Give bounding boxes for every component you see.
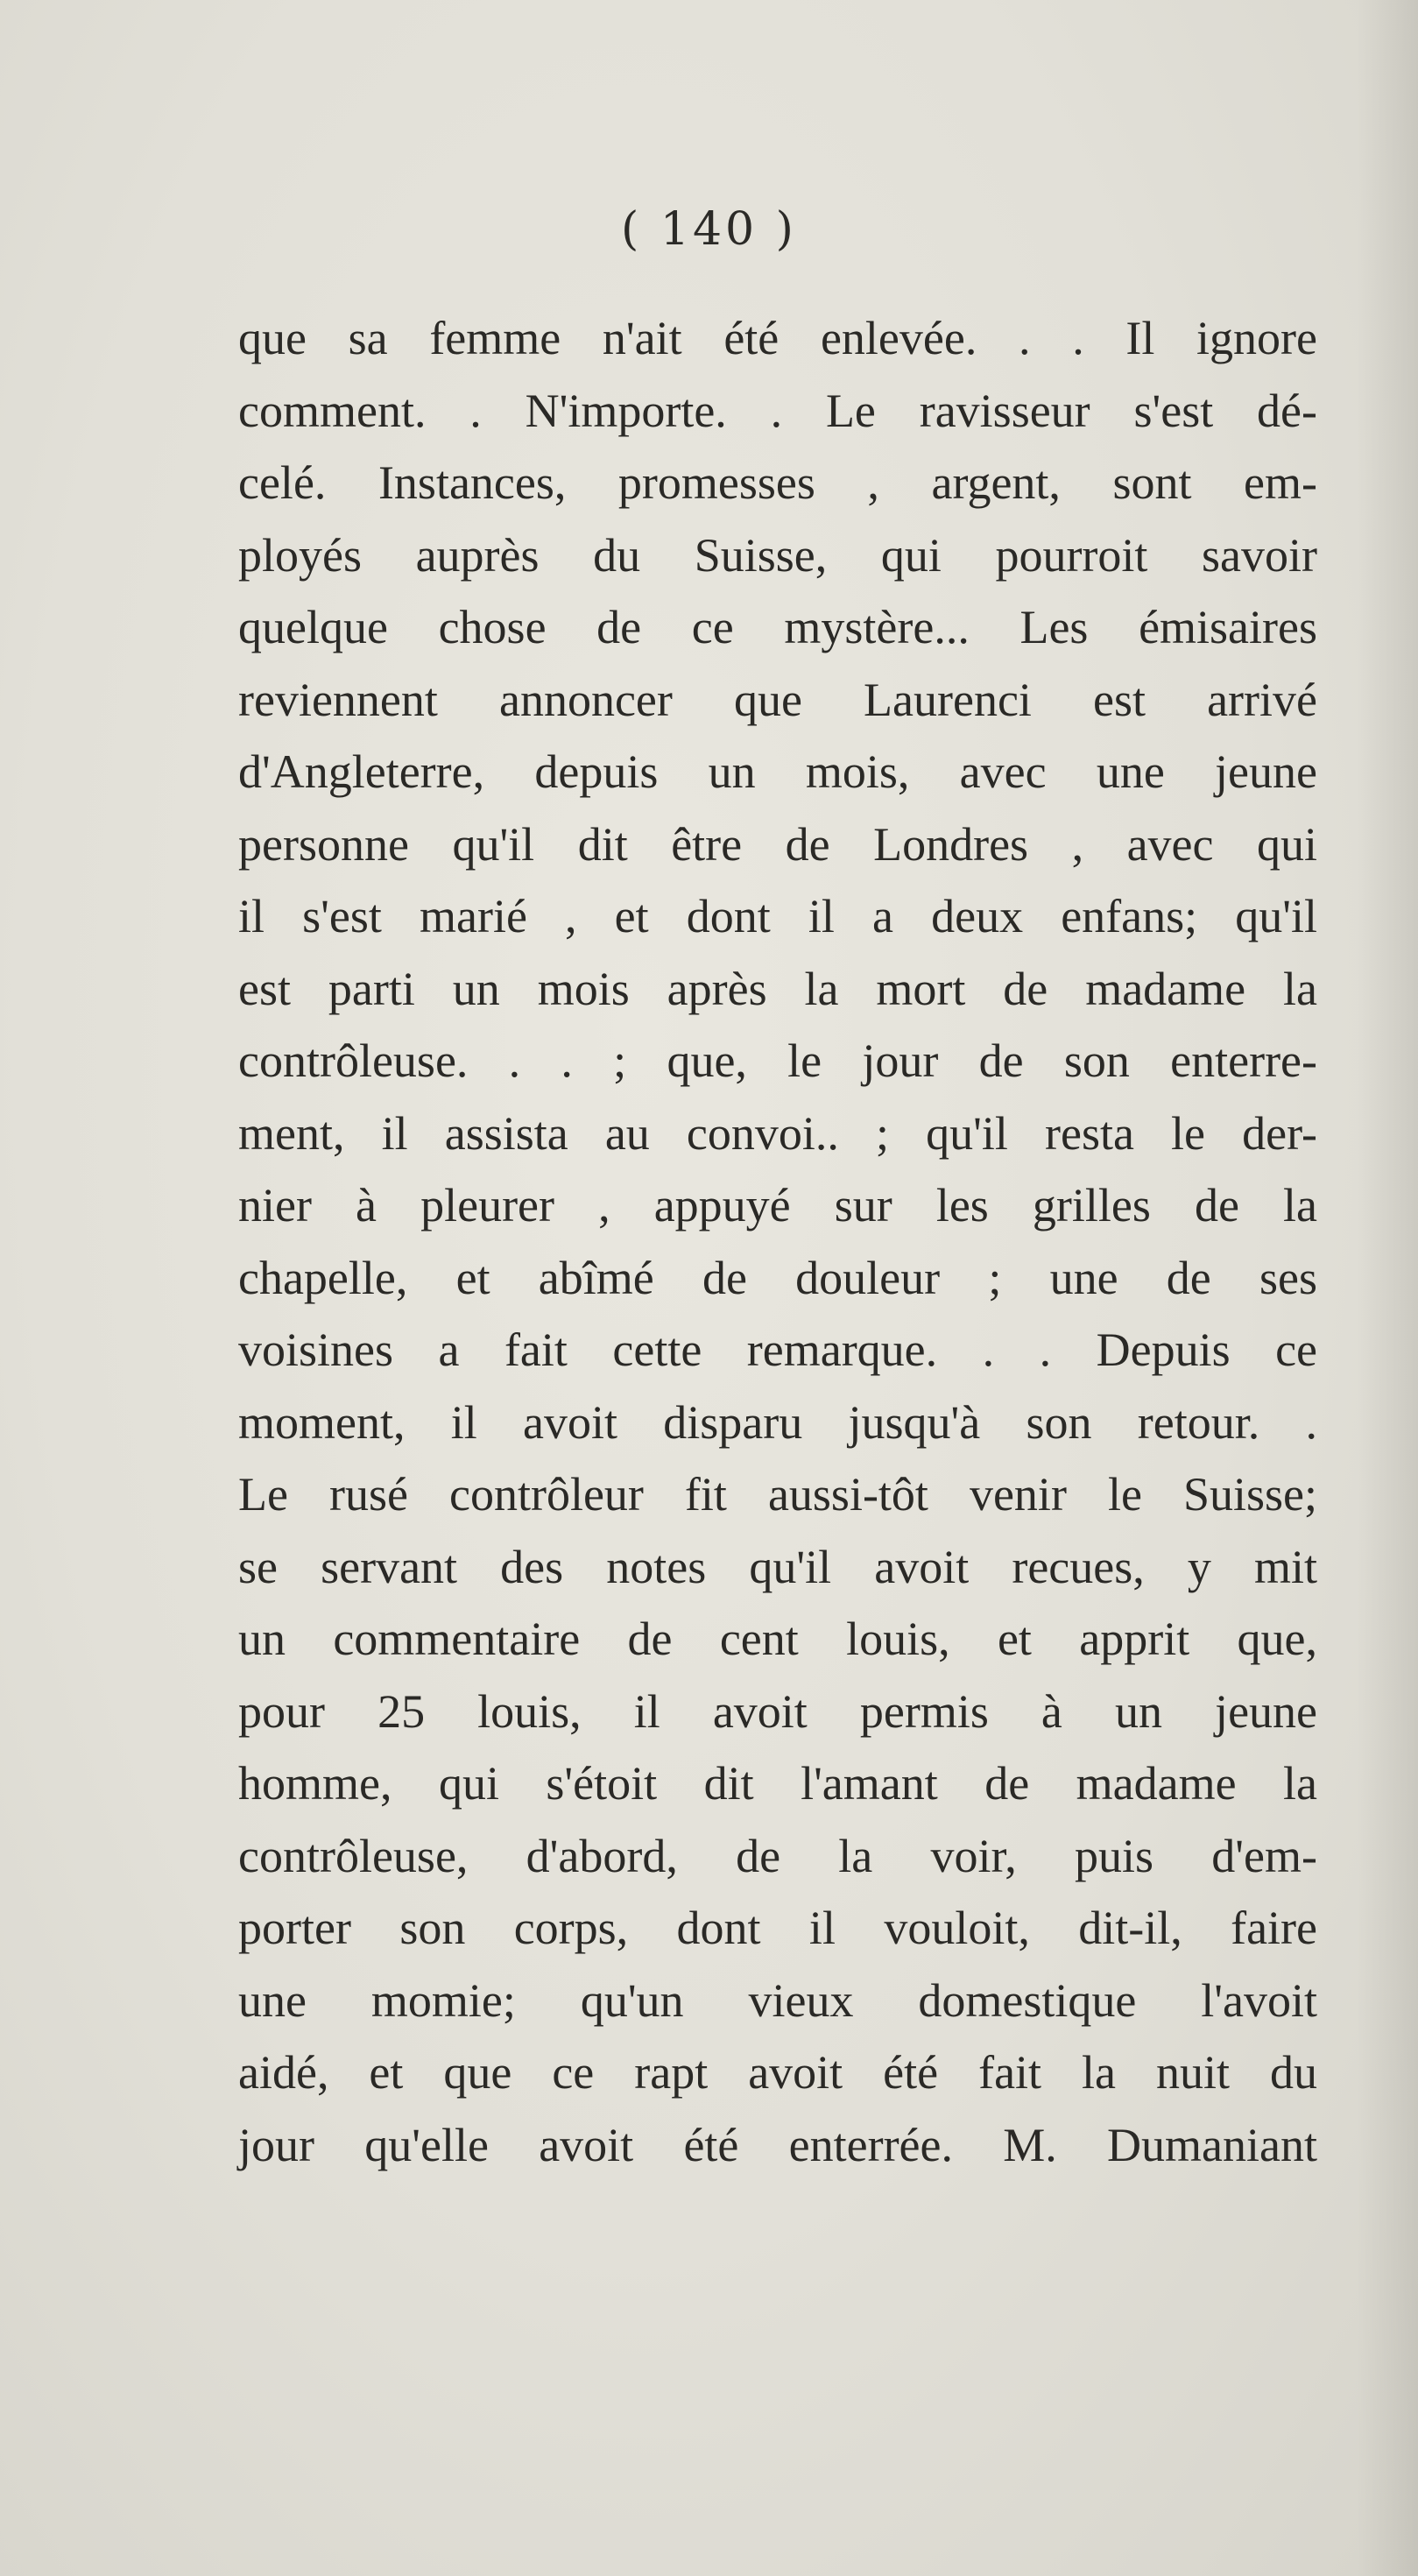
text-line: que sa femme n'ait été enlevée. . . Il ignore	[238, 312, 1317, 364]
text-line: porter son corps, dont il vouloit, dit-il, faire	[238, 1902, 1317, 1954]
text-line: celé. Instances, promesses , argent, sont em-	[238, 456, 1317, 509]
text-line: comment. . N'importe. . Le ravisseur s'est dé-	[238, 384, 1317, 437]
text-line: un commentaire de cent louis, et apprit que,	[238, 1613, 1317, 1665]
text-line: nier à pleurer , appuyé sur les grilles de la	[238, 1179, 1317, 1232]
text-line: reviennent annoncer que Laurenci est arrivé	[238, 673, 1317, 726]
text-line: ployés auprès du Suisse, qui pourroit savoir	[238, 528, 1317, 582]
text-line: est parti un mois après la mort de madame la	[238, 962, 1317, 1015]
text-line: Le rusé contrôleur fit aussi-tôt venir le Suisse;	[238, 1468, 1317, 1521]
text-line: jour qu'elle avoit été enterrée. M. Dumaniant	[238, 2118, 1317, 2171]
text-line: contrôleuse. . . ; que, le jour de son enterre-	[238, 1034, 1317, 1087]
text-line: il s'est marié , et dont il a deux enfans; qu'il	[238, 890, 1317, 942]
text-line: une momie; qu'un vieux domestique l'avoit	[238, 1973, 1317, 2027]
text-line: pour 25 louis, il avoit permis à un jeune	[238, 1684, 1317, 1738]
text-line: quelque chose de ce mystère... Les émisaires	[238, 601, 1317, 653]
page-number: ( 140 )	[621, 203, 797, 256]
text-line: homme, qui s'étoit dit l'amant de madame la	[238, 1757, 1317, 1810]
text-line: moment, il avoit disparu jusqu'à son retour. .	[238, 1395, 1317, 1449]
body-text	[238, 302, 1317, 2181]
text-line: contrôleuse, d'abord, de la voir, puis d'em-	[238, 1829, 1317, 1882]
text-line: se servant des notes qu'il avoit recues, y mit	[238, 1540, 1317, 1593]
text-line: chapelle, et abîmé de douleur ; une de ses	[238, 1251, 1317, 1304]
text-line: ment, il assista au convoi.. ; qu'il resta le der-	[238, 1106, 1317, 1160]
text-line: d'Angleterre, depuis un mois, avec une jeune	[238, 745, 1317, 798]
text-line: aidé, et que ce rapt avoit été fait la nuit du	[238, 2046, 1317, 2099]
text-line: voisines a fait cette remarque. . . Depuis ce	[238, 1323, 1317, 1376]
text-line: personne qu'il dit être de Londres , avec qui	[238, 817, 1317, 871]
